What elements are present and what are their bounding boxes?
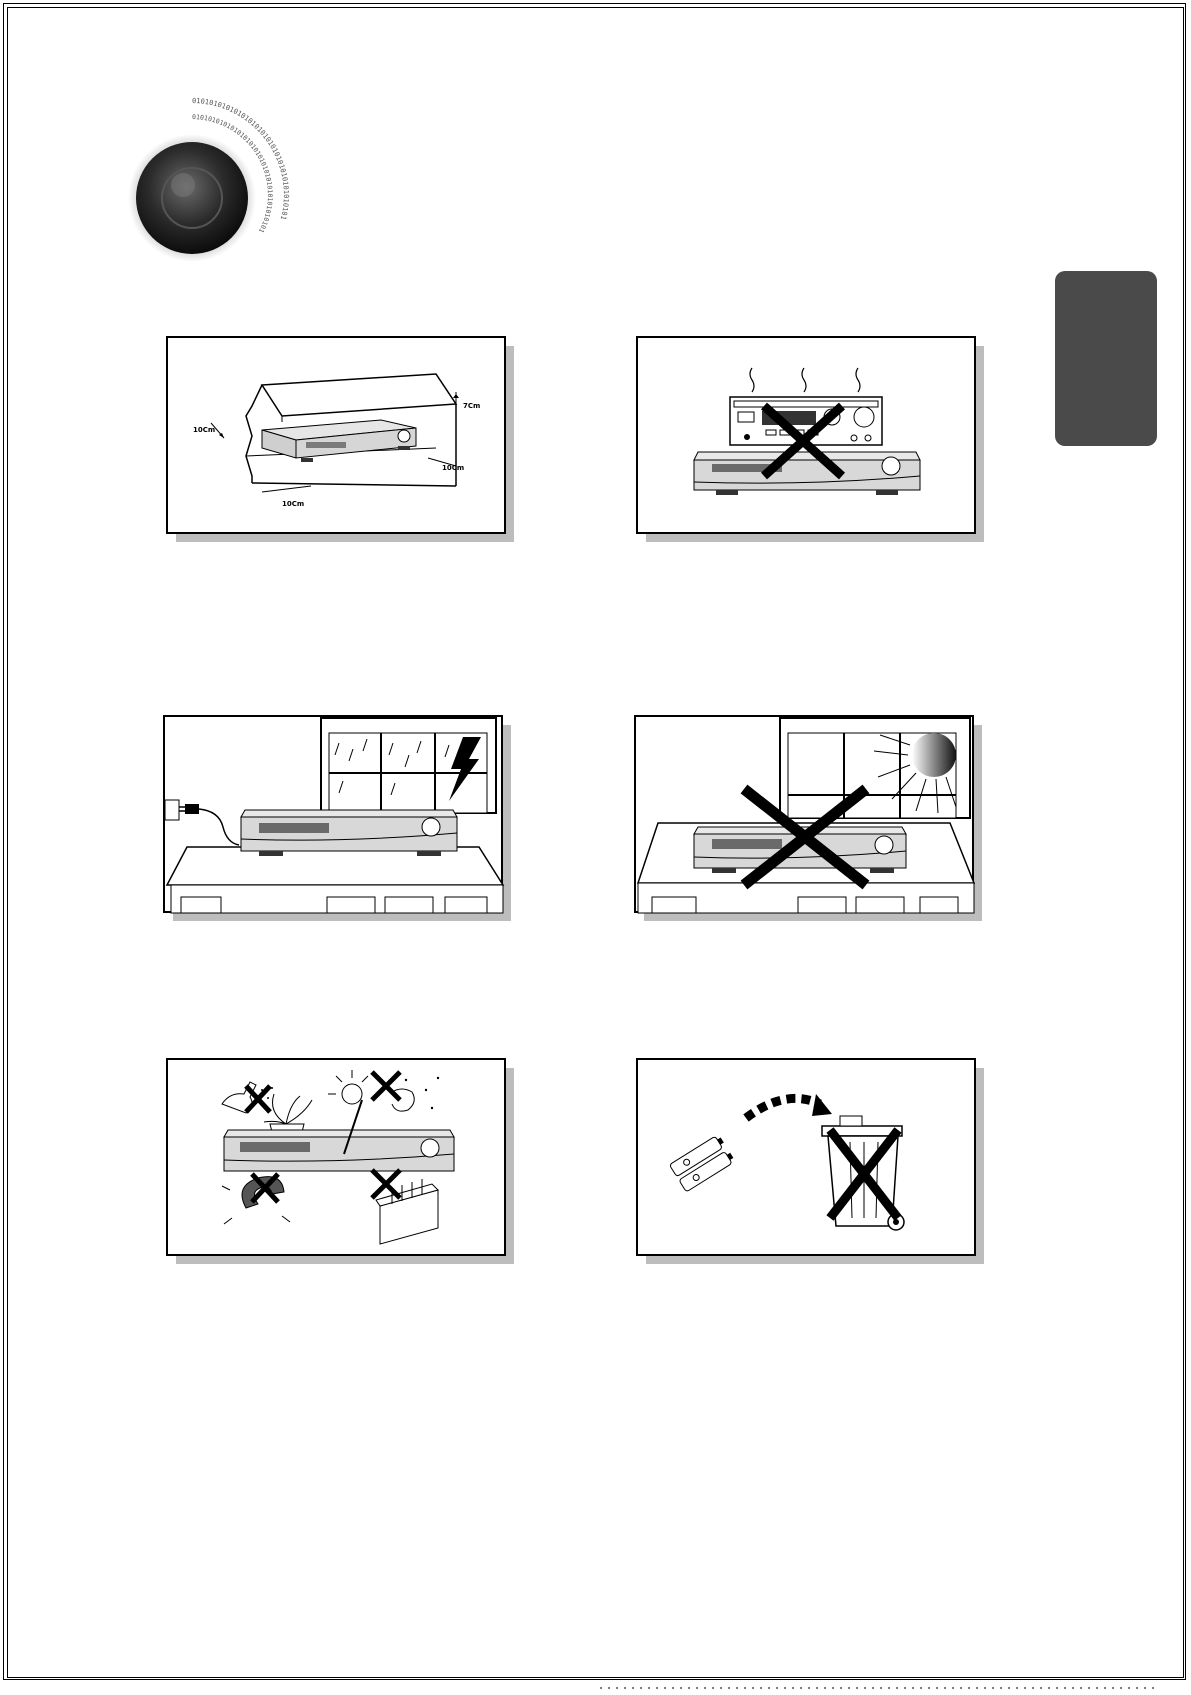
clearance-label-left: 10Cm [193, 426, 216, 434]
panel-battery-disposal [636, 1058, 988, 1272]
panel-lightning-unplug [163, 715, 515, 929]
do-not-bin-batteries-icon [636, 1058, 988, 1272]
clearance-label-front: 10Cm [282, 500, 305, 508]
panel-environment-hazards [166, 1058, 518, 1272]
bottom-edge-marks [600, 1677, 1160, 1681]
clearance-label-top: 7Cm [463, 402, 481, 410]
no-hot-device-on-top-icon [636, 336, 988, 550]
avoid-moisture-heat-magnets-icon [166, 1058, 518, 1272]
panel-ventilation-clearance [166, 336, 518, 550]
binary-ring-outer: 0101010101010101010101010101010101010101 [191, 96, 290, 221]
speaker-emblem-icon [85, 85, 300, 310]
panel-no-stacking [636, 336, 988, 550]
unplug-during-storm-icon [163, 715, 515, 929]
no-direct-sunlight-icon [634, 715, 986, 929]
ventilation-clearance-icon [166, 336, 518, 550]
binary-ring-inner: 0101010101010101010101010101010101010101 [191, 112, 274, 235]
panel-no-sunlight [634, 715, 986, 929]
clearance-label-right: 10Cm [442, 464, 465, 472]
section-tab [1055, 271, 1157, 446]
